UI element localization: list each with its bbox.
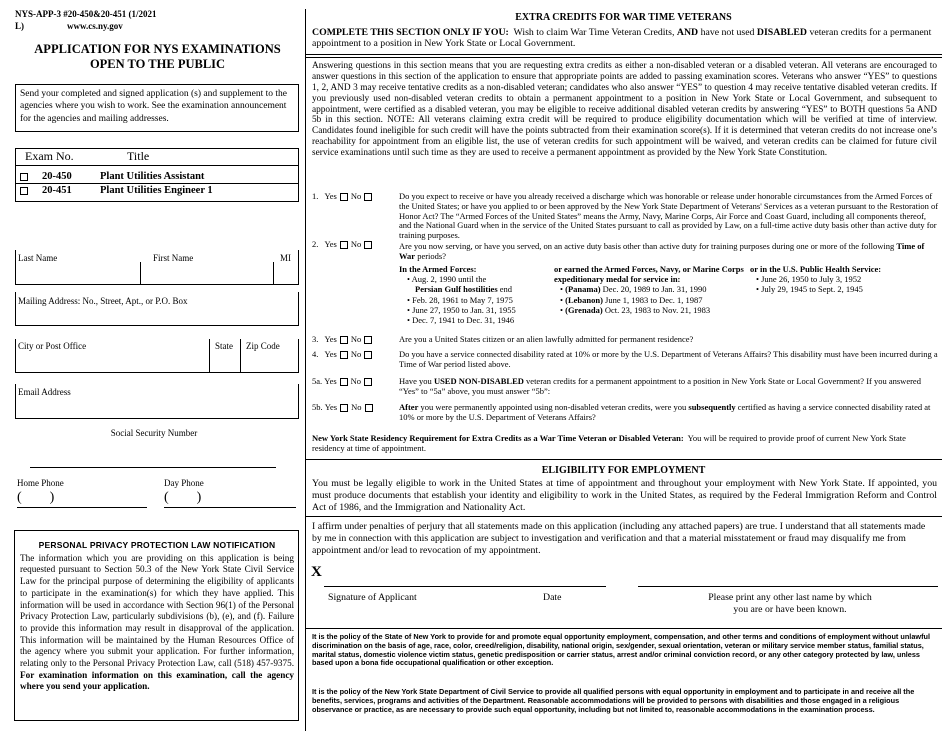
eligibility-text: You must be legally eligible to work in the United States at time of appointment and throughout your employment with New York State. If appointed, you must produce documents that establish your identity and eligibility to work in the United States, as required by the Federal Immigration Reform and Control Act of 1986, and the Immigration and Nationality Act. [312, 478, 937, 513]
eligibility-title: ELIGIBILITY FOR EMPLOYMENT [541, 465, 706, 476]
q4-yes-checkbox[interactable] [340, 351, 348, 359]
exam-checkbox-20-451[interactable] [20, 187, 28, 195]
form-title-line1: APPLICATION FOR NYS EXAMINATIONS [34, 42, 281, 56]
q3-text: Are you a United States citizen or an alien lawfully admitted for permanent residence? [399, 334, 694, 344]
public-health-list: or in the U.S. Public Health Service: • June 26, 1950 to July 3, 1952 • July 29, 1945 to Sept. 2, 1945 [750, 264, 882, 295]
q5b-no-checkbox[interactable] [365, 404, 373, 412]
exam-row [20, 185, 72, 197]
other-name-label: Please print any other last name by which you are or have been known. [708, 592, 872, 615]
q5a-text: Have you USED NON-DISABLED veteran credits for a permanent appointment to a position in New York State or Local Government? If you answered “Yes” to “5a” above, you must answer “5b”: [399, 376, 921, 396]
instructions-box [15, 84, 299, 132]
state-label: State [215, 341, 233, 351]
signature-line[interactable] [324, 586, 606, 587]
q2-yes-no: 2. Yes No [312, 240, 375, 250]
exam-row [20, 171, 72, 183]
q5a-yes-no: 5a. Yes No [312, 377, 375, 387]
website: www.cs.ny.gov [67, 21, 123, 31]
q5a-no-checkbox[interactable] [364, 378, 372, 386]
q5b-yes-checkbox[interactable] [340, 404, 348, 412]
expeditionary-medal-list: or earned the Armed Forces, Navy, or Marine Corps expeditionary medal for service in: • (Panama) Dec. 20, 1989 to Jan. 31, 1990 • (Lebanon) June 1, 1983 to Dec. 1, 1987 • (Grenada) Oct. 23, 1983 to Nov. 21, 1983 [554, 264, 744, 315]
q5b-text: After you were permanently appointed using non-disabled veteran credits, were you subsequently certified as having a service connected disability rated at 10% or more by the U.S. Department of Veterans Affairs? [399, 402, 931, 422]
affirm-text: I affirm under penalties of perjury that all statements made on this application (including any attached papers) are true. I understand that all statements made by me in connection with this application are subject to investigation and verification and that a material misstatement or fraud may disqualify me from appointment and/or lead to revocation of my appointment. [312, 521, 926, 556]
exam-col-header: Exam No. [25, 149, 74, 163]
ssn-field[interactable] [30, 467, 276, 468]
q5b-yes-no: 5b. Yes No [312, 403, 376, 413]
day-phone-field[interactable]: ( ) [164, 490, 202, 505]
residency-requirement: New York State Residency Requirement for Extra Credits as a War Time Veteran or Disabled Veteran: You will be required to provide proof of current New York State residency at time of appointment. [312, 433, 906, 454]
signature-x: X [311, 564, 322, 580]
email-label: Email Address [18, 387, 71, 397]
q4-yes-no: 4. Yes No [312, 350, 375, 360]
instructions-text: Send your completed and signed application (s) and supplement to the agencies where you wish to work. See the examination announcement for the agencies and mailing addresses. [20, 89, 287, 124]
q2-yes-checkbox[interactable] [340, 241, 348, 249]
zip-label: Zip Code [246, 341, 280, 351]
q5a-yes-checkbox[interactable] [340, 378, 348, 386]
q2-text: Are you now serving, or have you served, on an active duty basis other than active duty for training purposes during one or more of the following Time of War periods? [399, 241, 925, 261]
privacy-title: PERSONAL PRIVACY PROTECTION LAW NOTIFICATION [38, 540, 276, 550]
exam-title: Plant Utilities Engineer 1 [100, 185, 213, 196]
privacy-notice [14, 530, 299, 721]
ssn-label: Social Security Number [110, 428, 198, 438]
date-label: Date [543, 592, 562, 603]
veterans-complete-only: COMPLETE THIS SECTION ONLY IF YOU: Wish to claim War Time Veteran Credits, AND have not used DISABLED veteran credits for a permanent appointment to a position in New York State or Local Government. [312, 27, 932, 50]
exam-number: 20-450 [42, 171, 72, 182]
other-name-line[interactable] [638, 586, 938, 587]
day-phone-label: Day Phone [164, 478, 204, 488]
form-id: NYS-APP-3 #20-450&20-451 (1/2021 [15, 9, 157, 19]
exam-number: 20-451 [42, 185, 72, 196]
exam-title: Plant Utilities Assistant [100, 171, 205, 182]
q4-text: Do you have a service connected disability rated at 10% or more by the U.S. Department of Veterans Affairs? This disability must have been incurred during a Time of War period listed above. [399, 349, 938, 369]
q1-yes-no: 1. Yes No [312, 192, 375, 202]
q4-no-checkbox[interactable] [364, 351, 372, 359]
q3-no-checkbox[interactable] [364, 336, 372, 344]
title-col-header: Title [127, 149, 150, 163]
exam-checkbox-20-450[interactable] [20, 173, 28, 181]
form-id-cont: L) [15, 21, 24, 31]
accommodation-policy: It is the policy of the New York State Department of Civil Service to provide all qualified persons with equal opportunity in employment and to participate in and receive all the benefits, services, programs and activities of the Department. Reasonable accommodations will be provided to persons with disabilities and those engaged in a religious observance or practice, as are necessary to provide such equal opportunity, including but not limited to, reasonable accommodations in the examination process. [312, 687, 915, 714]
mailing-address-label: Mailing Address: No., Street, Apt., or P.O. Box [18, 296, 188, 306]
signature-label: Signature of Applicant [328, 592, 417, 603]
armed-forces-list: In the Armed Forces: • Aug. 2, 1990 until the Persian Gulf hostilities end • Feb. 28, 1961 to May 7, 1975 • June 27, 1950 to Jan. 31, 1955 • Dec. 7, 1941 to Dec. 31, 1946 [399, 264, 516, 325]
form-title-line2: OPEN TO THE PUBLIC [89, 57, 226, 71]
q1-yes-checkbox[interactable] [340, 193, 348, 201]
q3-yes-no: 3. Yes No [312, 335, 375, 345]
home-phone-label: Home Phone [17, 478, 64, 488]
privacy-body: The information which you are providing on this application is being requested pursuant to Section 50.3 of the New York State Civil Service Law for the principal purpose of determining the eligibility of applicants to participate in the examination(s) for which they have applied. This information will be used in accordance with Section 96(1) of the Personal Privacy Protection Law, particularly subdivisions (b), (e), and (f). Failure to provide this information may result in disapproval of the application. This information will be maintained by the Human Resources Office of the agency where you submit your application. For further information, relating only to the Personal Privacy Protection Law, call (518) 457-9375. For examination information on this examination, call the agency where you send your application. [20, 552, 294, 692]
veterans-title: EXTRA CREDITS FOR WAR TIME VETERANS [515, 12, 732, 23]
mi-label: MI [280, 253, 291, 263]
q1-text: Do you expect to receive or have you already received a discharge which was honorable or release under honorable circumstances from the Armed Forces of the United States; or have you applied to or been approved by the New York State Department of Veterans' Services as a veteran pursuant to the Restoration of Honor Act? The “Armed Forces of the United States” means the Army, Navy, Marine Corps, Air Force and Coast Guard, including all components thereof, and the National Guard when in the service of the United States pursuant to call as provided by Law, on a full-time active duty basis other than active duty for training purposes. [399, 191, 939, 241]
q3-yes-checkbox[interactable] [340, 336, 348, 344]
veterans-intro: Answering questions in this section means that you are requesting extra credits as either a non-disabled veteran or a disabled veteran. All veterans are encouraged to answer questions in this section of the application to ensure that appropriate points are added to passing examination scores. Veterans who answer “YES” to questions 1, 2, AND 3 may receive tentative credits as a non-disabled veteran; candidates who also answer “YES” to question 4 may receive tentative disabled veteran credits. If you previously used non-disabled veteran credits to obtain a permanent appointment to a position in New York State or Local Government, and subsequent to appointment, were certified as a disabled veteran, you may be eligible to receive additional disabled veteran credits by answering “YES” to BOTH questions 5a AND 5b in this section. NOTE: All veterans claiming extra credit will be required to produce eligibility documentation which will be verified at time of interview. Candidates found ineligible for such credit will have the points subtracted from their examination score(s). If it is determined that veteran credits do not increase one’s reachability for appointment from an eligible list, the use of veteran credits for such appointment will be waived, and veteran credits can be claimed for future civil service examinations until such time as they are used to receive a permanent appointment as provided by the New York State Constitution. [312, 61, 937, 158]
q1-no-checkbox[interactable] [364, 193, 372, 201]
q2-no-checkbox[interactable] [364, 241, 372, 249]
eeo-policy: It is the policy of the State of New York to provide for and promote equal opportunity employment, compensation, and other terms and conditions of employment without unlawful discrimination on the basis of age, race, color, creed/religion, disability, national origin, sex/gender, sexual orientation, veteran or military service member status, familial status, marital status, domestic violence victim status, genetic predisposition or carrier status, arrest and/or criminal conviction record, or any other category protected by law, unless based upon a bona fide occupational qualification or other exception. [312, 632, 930, 668]
city-label: City or Post Office [18, 341, 87, 351]
first-name-label: First Name [153, 253, 194, 263]
column-divider [305, 9, 306, 731]
home-phone-field[interactable]: ( ) [17, 490, 55, 505]
exam-table [15, 148, 299, 202]
last-name-label: Last Name [18, 253, 58, 263]
